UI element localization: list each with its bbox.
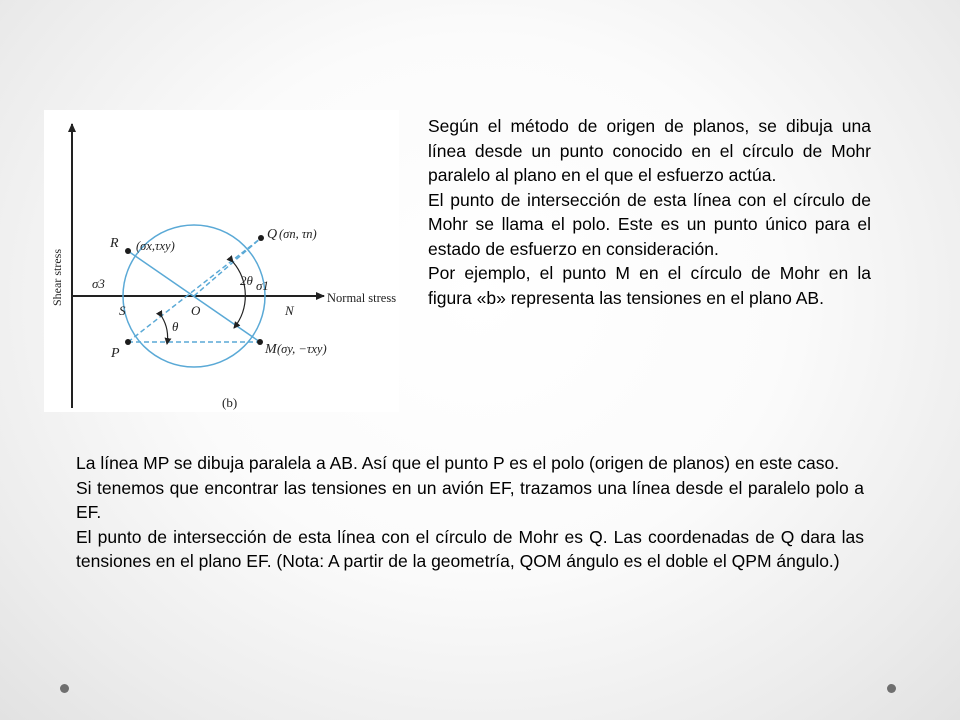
paragraph-line-mp: La línea MP se dibuja paralela a AB. Así que el punto P es el polo (origen de planos) en este caso. [76, 453, 840, 473]
label-two-theta: 2θ [240, 273, 253, 288]
label-sigma3: σ3 [92, 276, 105, 291]
point-p [125, 339, 131, 345]
label-sigma1: σ1 [256, 278, 269, 293]
point-m [257, 339, 263, 345]
explanation-right [428, 114, 871, 310]
y-axis-label: Shear stress [50, 249, 64, 306]
decorative-dot-right [887, 684, 896, 693]
explanation-bottom [76, 451, 864, 574]
label-theta: θ [172, 319, 179, 334]
point-r [125, 248, 131, 254]
label-r-coords: (σx,τxy) [136, 239, 175, 253]
paragraph-plane-ef: Si tenemos que encontrar las tensiones en un avión EF, trazamos una línea desde el paralelo polo a EF. [76, 477, 864, 522]
paragraph-origin-method: Según el método de origen de planos, se dibuja una línea desde un punto conocido en el círculo de Mohr paralelo al plano en el que el esfuerzo actúa. [428, 116, 871, 185]
label-q-coords: (σn, τn) [279, 227, 317, 241]
line-pq [128, 238, 261, 342]
paragraph-point-m-example: Por ejemplo, el punto M en el círculo de Mohr en la figura «b» representa las tensiones en el plano AB. [428, 263, 871, 308]
arc-theta [162, 317, 168, 344]
label-o: O [191, 303, 201, 318]
decorative-dot-left [60, 684, 69, 693]
mohr-circle-diagram [44, 110, 399, 412]
x-axis-label: Normal stress [327, 291, 397, 305]
label-p: P [111, 346, 120, 361]
point-q [258, 235, 264, 241]
label-s: S [119, 303, 126, 318]
mohr-circle-figure [44, 110, 399, 412]
label-m: M [265, 342, 277, 357]
label-n: N [285, 303, 294, 318]
figure-caption: (b) [222, 395, 238, 410]
label-r: R [110, 236, 119, 251]
label-q: Q [267, 227, 278, 242]
label-m-coords: (σy, −τxy) [277, 342, 327, 356]
paragraph-point-q: El punto de intersección de esta línea con el círculo de Mohr es Q. Las coordenadas de Q dara las tensiones en el plano EF. (Nota: A partir de la geometría, QOM ángulo es el doble el QPM ángulo.) [76, 526, 864, 571]
paragraph-pole-definition: El punto de intersección de esta línea con el círculo de Mohr se llama el polo. Este es un punto único para el estado de esfuerzo en consideración. [428, 189, 871, 259]
